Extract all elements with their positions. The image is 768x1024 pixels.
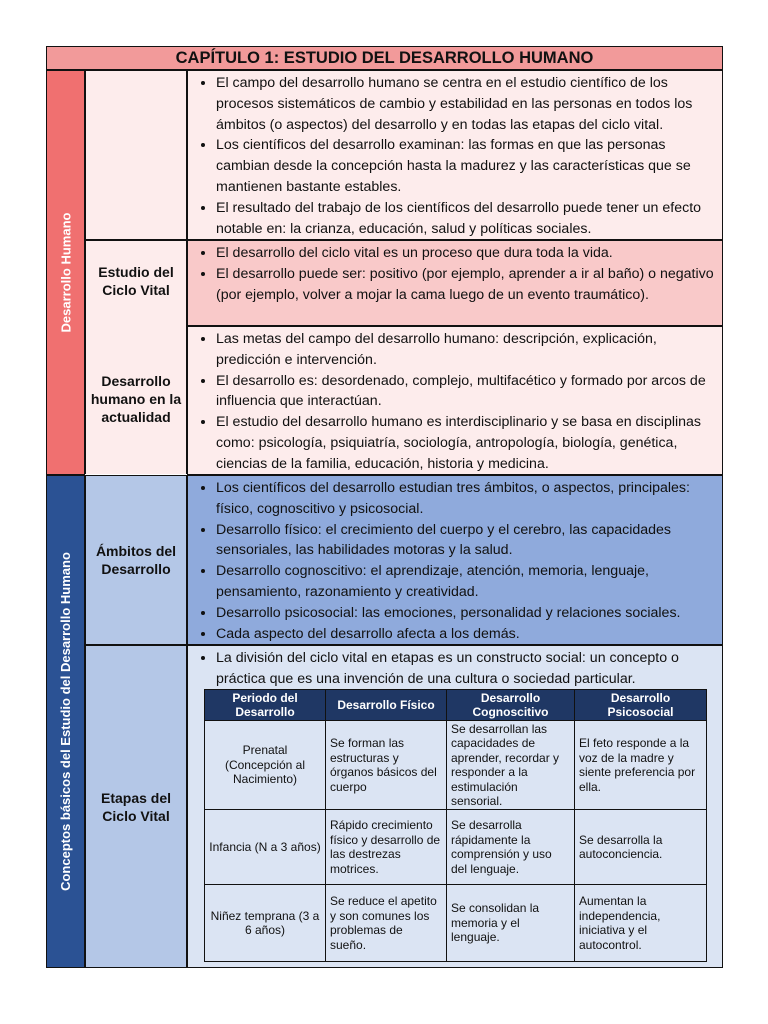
table-header: Desarrollo Físico: [326, 690, 447, 721]
table-cell: Prenatal (Concepción al Nacimiento): [205, 721, 326, 810]
label-desarrollo-actualidad: Desarrollo humano en la actualidad: [90, 373, 182, 425]
bullet: • El desarrollo es: desordenado, complejo, multifacético y formado por arcos de influencia que interactúan.: [216, 371, 714, 413]
bullet: • El desarrollo del ciclo vital es un proceso que dura toda la vida.: [216, 243, 714, 264]
bullet: • Desarrollo psicosocial: las emociones, personalidad y relaciones sociales.: [216, 603, 714, 624]
table-cell: Se reduce el apetito y son comunes los problemas de sueño.: [326, 885, 447, 962]
bullet: • Los científicos del desarrollo estudian tres ámbitos, o aspectos, principales: físico, cognoscitivo y psicosocial.: [216, 478, 714, 520]
bullet: • La división del ciclo vital en etapas es un constructo social: un concepto o práctica que es una invención de una cultura o sociedad particular.: [216, 648, 714, 690]
bullet: • El estudio del desarrollo humano es interdisciplinario y se basa en disciplinas como: psicología, psiquiatría, sociología, antropología, biología, genética, ciencias de la familia, educación, historia y medicina.: [216, 412, 714, 474]
table-cell: Aumentan la independencia, iniciativa y el autocontrol.: [575, 885, 707, 962]
table-cell: Se consolidan la memoria y el lenguaje.: [447, 885, 575, 962]
table-row: [205, 721, 707, 810]
table-cell: Rápido crecimiento físico y desarrollo de las destrezas motrices.: [326, 810, 447, 885]
table-row: [205, 810, 707, 885]
label-ambitos-desarrollo: Ámbitos del Desarrollo: [85, 475, 187, 645]
table-cell: Se desarrolla rápidamente la comprensión y uso del lenguaje.: [447, 810, 575, 885]
section-conceptos-basicos: [46, 475, 85, 968]
table-cell: Se desarrollan las capacidades de aprender, recordar y responder a la estimulación sensorial.: [447, 721, 575, 810]
content-ambitos: [187, 475, 723, 645]
label-cell-blank: [85, 70, 187, 240]
label-etapas-ciclo-vital: Etapas del Ciclo Vital: [85, 645, 187, 968]
bullet: • Los científicos del desarrollo examinan: las formas en que las personas cambian desde la concepción hasta la madurez y las características que se mantienen bastante estables.: [216, 135, 714, 197]
bullet: • Cada aspecto del desarrollo afecta a los demás.: [216, 624, 714, 645]
table-cell: Se desarrolla la autoconciencia.: [575, 810, 707, 885]
content-estudio: [187, 240, 723, 326]
table-cell: Niñez temprana (3 a 6 años): [205, 885, 326, 962]
table-row: [205, 885, 707, 962]
bullet: • Desarrollo cognoscitivo: el aprendizaje, atención, memoria, lenguaje, pensamiento, razonamiento y creatividad.: [216, 561, 714, 603]
bullet: • Las metas del campo del desarrollo humano: descripción, explicación, predicción e intervención.: [216, 329, 714, 371]
bullet: • El resultado del trabajo de los científicos del desarrollo puede tener un efecto notable en: la crianza, educación, salud y políticas sociales.: [216, 198, 714, 240]
table-header-row: [205, 690, 707, 721]
page-title: CAPÍTULO 1: ESTUDIO DEL DESARROLLO HUMANO: [46, 46, 723, 70]
table-cell: El feto responde a la voz de la madre y siente preferencia por ella.: [575, 721, 707, 810]
bullet: • El desarrollo puede ser: positivo (por ejemplo, aprender a ir al baño) o negativo (por ejemplo, volver a mojar la cama luego de un evento traumático).: [216, 264, 714, 306]
content-actualidad: [187, 326, 723, 475]
section-label: Conceptos básicos del Estudio del Desarrollo Humano: [58, 552, 74, 891]
content-intro: [187, 70, 723, 240]
table-cell: Se forman las estructuras y órganos básicos del cuerpo: [326, 721, 447, 810]
table-cell: Infancia (N a 3 años): [205, 810, 326, 885]
stages-table: [204, 689, 707, 962]
bullet: • El campo del desarrollo humano se centra en el estudio científico de los procesos sistemáticos de cambio y estabilidad en las personas en todos los ámbitos (o aspectos) del desarrollo y en todas las etapas del ciclo vital.: [216, 73, 714, 135]
bullet: • Desarrollo físico: el crecimiento del cuerpo y el cerebro, las capacidades sensoriales, las habilidades motoras y la salud.: [216, 520, 714, 562]
table-header: Desarrollo Cognoscitivo: [447, 690, 575, 721]
section-label: Desarrollo Humano: [58, 212, 74, 333]
table-header: Periodo del Desarrollo: [205, 690, 326, 721]
table-header: Desarrollo Psicosocial: [575, 690, 707, 721]
label-estudio-ciclo-vital: Estudio del Ciclo Vital: [85, 240, 187, 474]
section-desarrollo-humano: [46, 70, 85, 475]
